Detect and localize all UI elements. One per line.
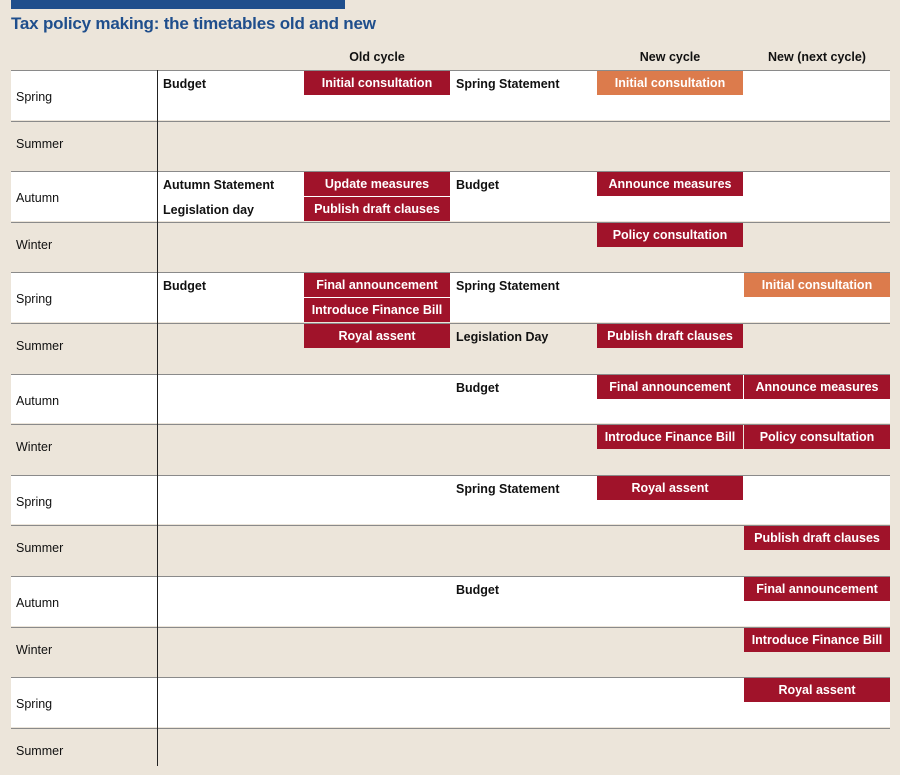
season-label: Summer (16, 744, 64, 758)
next-cycle-stage: Royal assent (744, 678, 890, 702)
old-cycle-stage: Introduce Finance Bill (304, 298, 450, 322)
old-cycle-event: Legislation day (163, 203, 254, 217)
new-cycle-event: Budget (456, 381, 500, 395)
season-label: Spring (16, 697, 53, 711)
row-divider (11, 121, 890, 122)
new-cycle-stage: Royal assent (597, 476, 743, 500)
row-divider (11, 728, 890, 729)
new-cycle-stage: Publish draft clauses (597, 324, 743, 348)
next-cycle-stage: Policy consultation (744, 425, 890, 449)
row-divider (11, 171, 890, 172)
old-cycle-event: Budget (163, 279, 207, 293)
new-cycle-event: Budget (456, 178, 500, 192)
diagram-title: Tax policy making: the timetables old and new (11, 14, 376, 33)
season-label: Summer (16, 339, 64, 353)
new-cycle-stage: Policy consultation (597, 223, 743, 247)
season-label: Autumn (16, 394, 60, 408)
season-label: Winter (16, 643, 53, 657)
column-header-next-cycle: New (next cycle) (768, 50, 866, 64)
new-cycle-event: Spring Statement (456, 279, 560, 293)
row-divider (11, 222, 890, 223)
title-accent-bar (11, 0, 345, 9)
new-cycle-event: Spring Statement (456, 77, 560, 91)
row-divider (11, 323, 890, 324)
season-label: Autumn (16, 191, 60, 205)
season-label: Autumn (16, 596, 60, 610)
new-cycle-stage: Final announcement (597, 375, 743, 399)
season-label: Spring (16, 292, 53, 306)
season-label: Summer (16, 137, 64, 151)
old-cycle-event: Budget (163, 77, 207, 91)
row-band (11, 475, 890, 524)
row-divider (11, 70, 890, 71)
next-cycle-stage: Introduce Finance Bill (744, 628, 890, 652)
row-divider (11, 475, 890, 476)
old-cycle-stage: Royal assent (304, 324, 450, 348)
season-label: Spring (16, 90, 53, 104)
row-band (11, 171, 890, 221)
new-cycle-stage: Initial consultation (597, 71, 743, 95)
next-cycle-stage: Initial consultation (744, 273, 890, 297)
next-cycle-stage: Announce measures (744, 375, 890, 399)
old-cycle-stage: Initial consultation (304, 71, 450, 95)
season-label: Summer (16, 541, 64, 555)
season-label: Winter (16, 440, 53, 454)
new-cycle-stage: Announce measures (597, 172, 743, 196)
column-header-old-cycle: Old cycle (349, 50, 405, 64)
old-cycle-stage: Final announcement (304, 273, 450, 297)
row-band (11, 70, 890, 120)
season-label: Spring (16, 495, 53, 509)
next-cycle-stage: Final announcement (744, 577, 890, 601)
new-cycle-event: Spring Statement (456, 482, 560, 496)
new-cycle-stage: Introduce Finance Bill (597, 425, 743, 449)
new-cycle-event: Legislation Day (456, 330, 549, 344)
next-cycle-stage: Publish draft clauses (744, 526, 890, 550)
old-cycle-stage: Publish draft clauses (304, 197, 450, 221)
old-cycle-stage: Update measures (304, 172, 450, 196)
old-cycle-event: Autumn Statement (163, 178, 275, 192)
season-axis-divider (157, 70, 158, 766)
season-label: Winter (16, 238, 53, 252)
column-header-new-cycle: New cycle (639, 50, 701, 64)
new-cycle-event: Budget (456, 583, 500, 597)
